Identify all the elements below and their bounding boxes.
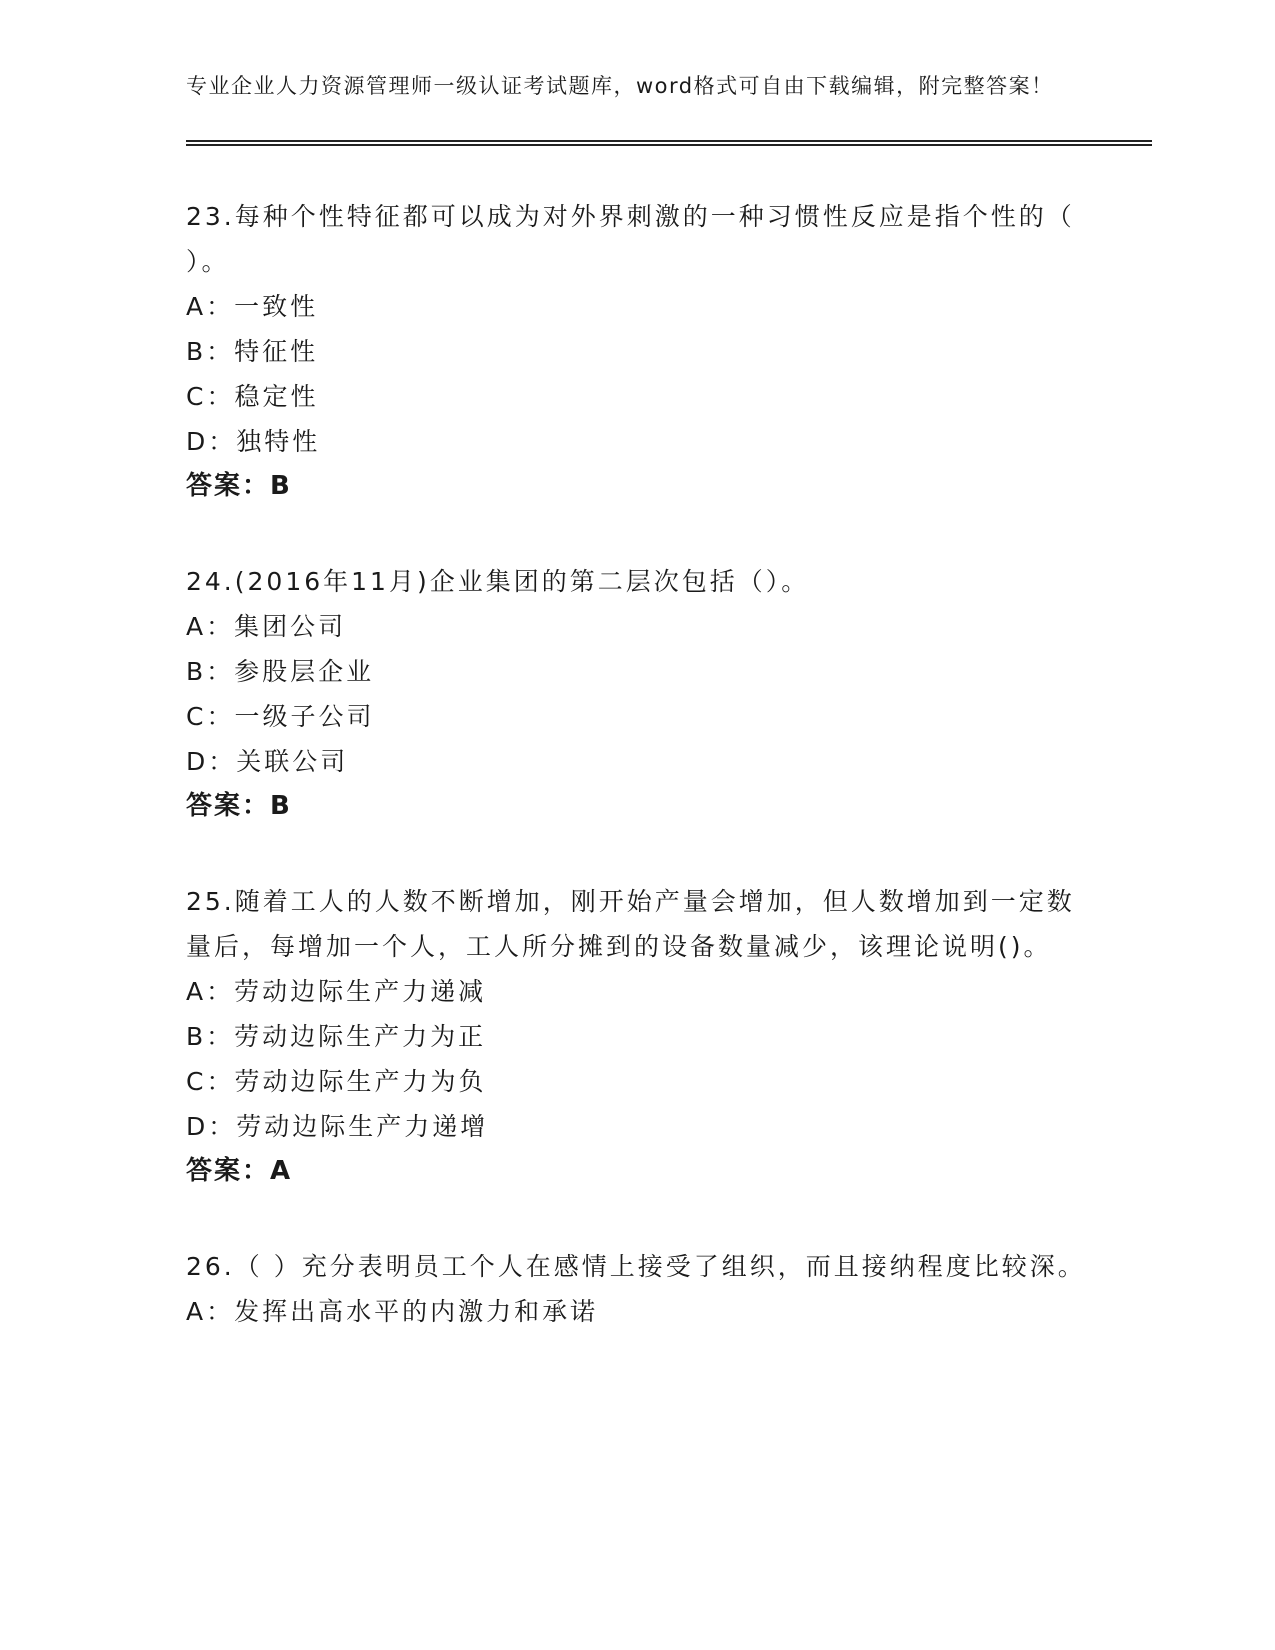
- option-a: A：劳动边际生产力递减: [186, 977, 487, 1006]
- answer-line: 答案：B: [186, 791, 292, 821]
- option-a: A：发挥出高水平的内激力和承诺: [186, 1297, 599, 1326]
- option-b: B：参股层企业: [186, 657, 375, 686]
- document-page: [186, 70, 1146, 1384]
- option-list: [186, 284, 1146, 464]
- question-stem: 25.随着工人的人数不断增加，刚开始产量会增加，但人数增加到一定数量后，每增加一个人，工人所分摊到的设备数量减少，该理论说明()。: [186, 887, 1075, 961]
- option-b: B：劳动边际生产力为正: [186, 1022, 487, 1051]
- option-d: D：劳动边际生产力递增: [186, 1112, 489, 1141]
- option-a: A：集团公司: [186, 612, 347, 641]
- option-a: A：一致性: [186, 292, 319, 321]
- document-header: 专业企业人力资源管理师一级认证考试题库，word格式可自由下载编辑，附完整答案！: [186, 74, 1054, 98]
- question-item: [186, 559, 1146, 829]
- option-d: D：关联公司: [186, 747, 349, 776]
- option-list: [186, 604, 1146, 784]
- option-list: [186, 1289, 1146, 1334]
- question-stem: 26.（ ）充分表明员工个人在感情上接受了组织，而且接纳程度比较深。: [186, 1252, 1086, 1281]
- option-c: C：劳动边际生产力为负: [186, 1067, 487, 1096]
- question-item: [186, 194, 1146, 509]
- question-item: [186, 879, 1146, 1194]
- question-item: [186, 1244, 1146, 1334]
- option-list: [186, 969, 1146, 1149]
- header-divider: [186, 140, 1152, 146]
- option-b: B：特征性: [186, 337, 319, 366]
- option-d: D：独特性: [186, 427, 321, 456]
- question-stem: 23.每种个性特征都可以成为对外界刺激的一种习惯性反应是指个性的（ ）。: [186, 202, 1075, 276]
- option-c: C：一级子公司: [186, 702, 375, 731]
- answer-line: 答案：A: [186, 1156, 293, 1186]
- answer-line: 答案：B: [186, 471, 292, 501]
- option-c: C：稳定性: [186, 382, 319, 411]
- question-list: [186, 194, 1146, 1334]
- question-stem: 24.(2016年11月)企业集团的第二层次包括（）。: [186, 567, 810, 596]
